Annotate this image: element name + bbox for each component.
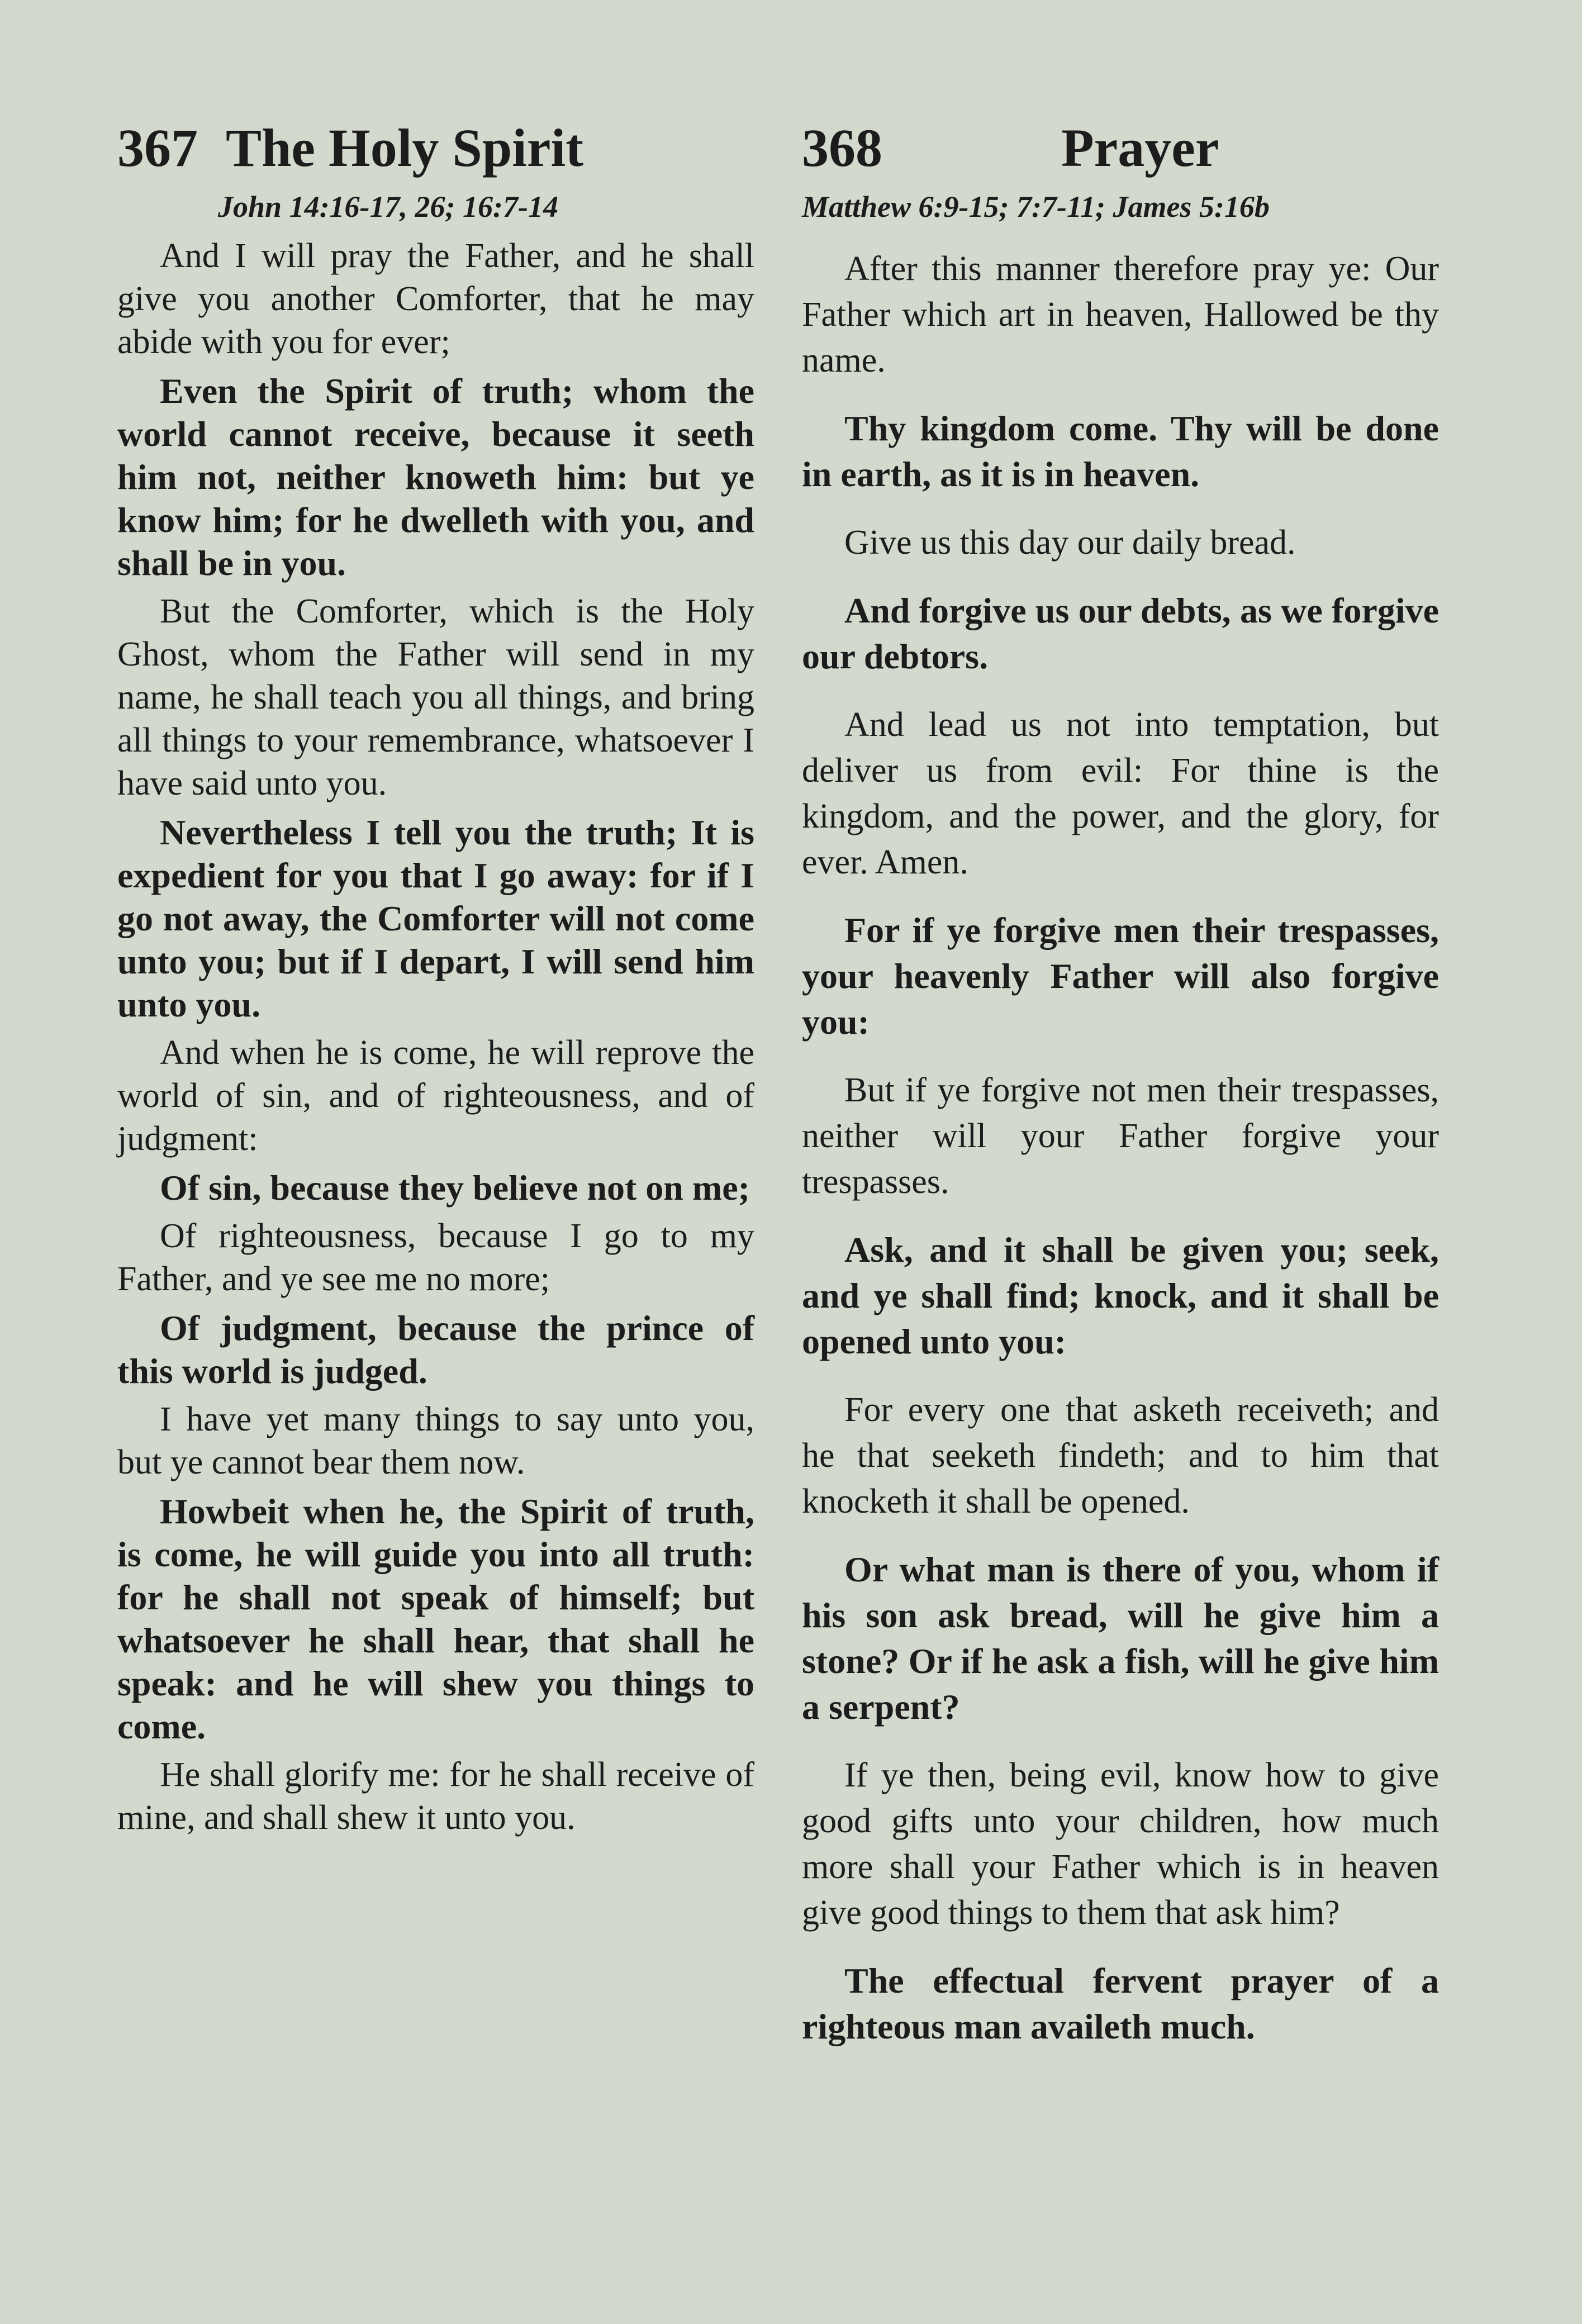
verse-leader: But if ye forgive not men their trespasses, neither will your Father forgive your trespasses. bbox=[802, 1071, 1439, 1201]
verse-response: Of sin, because they believe not on me; bbox=[160, 1168, 750, 1208]
verse-leader: And lead us not into temptation, but deliver us from evil: For thine is the kingdom, and the power, and the glory, for ever. Amen. bbox=[802, 706, 1439, 881]
verse-response: Or what man is there of you, whom if his son ask bread, will he give him a stone? Or if he ask a fish, will he give him a serpent? bbox=[802, 1550, 1439, 1727]
reading-number: 368 bbox=[802, 118, 882, 178]
verse-response: Thy kingdom come. Thy will be done in earth, as it is in heaven. bbox=[802, 408, 1439, 494]
verse-response: Ask, and it shall be given you; seek, and ye shall find; knock, and it shall be opened unto you: bbox=[802, 1230, 1439, 1361]
reading-title: Prayer bbox=[1061, 118, 1219, 178]
verse-list bbox=[117, 235, 754, 1840]
verse-response: For if ye forgive men their trespasses, your heavenly Father will also forgive you: bbox=[802, 910, 1439, 1042]
reading-367 bbox=[117, 112, 754, 1840]
verse-response: Even the Spirit of truth; whom the world cannot receive, because it seeth him not, neither knoweth him: but ye know him; for he dwelleth with you, and shall be in you. bbox=[117, 371, 754, 583]
verse-leader: Of righteousness, because I go to my Father, and ye see me no more; bbox=[117, 1217, 754, 1298]
verse-leader: And when he is come, he will reprove the world of sin, and of righteousness, and of judgment: bbox=[117, 1034, 754, 1158]
verse-leader: If ye then, being evil, know how to give good gifts unto your children, how much more shall your Father which is in heaven give good things to them that ask him? bbox=[802, 1756, 1439, 1932]
reading-368 bbox=[802, 112, 1439, 2050]
verse-leader: I have yet many things to say unto you, but ye cannot bear them now. bbox=[117, 1400, 754, 1481]
verse-list bbox=[802, 246, 1439, 2050]
verse-response: The effectual fervent prayer of a righteous man availeth much. bbox=[802, 1961, 1439, 2046]
verse-response: Of judgment, because the prince of this world is judged. bbox=[117, 1308, 754, 1391]
verse-leader: Give us this day our daily bread. bbox=[844, 524, 1296, 562]
verse-response: And forgive us our debts, as we forgive our debtors. bbox=[802, 591, 1439, 676]
reading-number: 367 bbox=[117, 118, 198, 178]
scripture-reference: John 14:16-17, 26; 16:7-14 bbox=[218, 190, 558, 224]
verse-leader: But the Comforter, which is the Holy Ghost, whom the Father will send in my name, he shall teach you all things, and bring all things to your remembrance, whatsoever I have said unto you. bbox=[117, 592, 754, 802]
reading-heading bbox=[802, 112, 1439, 184]
scripture-reference: Matthew 6:9-15; 7:7-11; James 5:16b bbox=[802, 190, 1270, 224]
verse-leader: And I will pray the Father, and he shall give you another Comforter, that he may abide with you for ever; bbox=[117, 237, 754, 361]
verse-response: Howbeit when he, the Spirit of truth, is come, he will guide you into all truth: for he shall not speak of himself; but whatsoever he shall hear, that shall he speak: and he will shew you things to come. bbox=[117, 1491, 754, 1746]
verse-leader: For every one that asketh receiveth; and he that seeketh findeth; and to him that knocketh it shall be opened. bbox=[802, 1391, 1439, 1520]
reading-title: The Holy Spirit bbox=[226, 118, 584, 178]
verse-leader: After this manner therefore pray ye: Our Father which art in heaven, Hallowed be thy name. bbox=[802, 250, 1439, 379]
verse-response: Nevertheless I tell you the truth; It is expedient for you that I go away: for if I go not away, the Comforter will not come unto you; but if I depart, I will send him unto you. bbox=[117, 812, 754, 1024]
verse-leader: He shall glorify me: for he shall receive of mine, and shall shew it unto you. bbox=[117, 1756, 754, 1837]
reading-heading bbox=[117, 112, 754, 184]
